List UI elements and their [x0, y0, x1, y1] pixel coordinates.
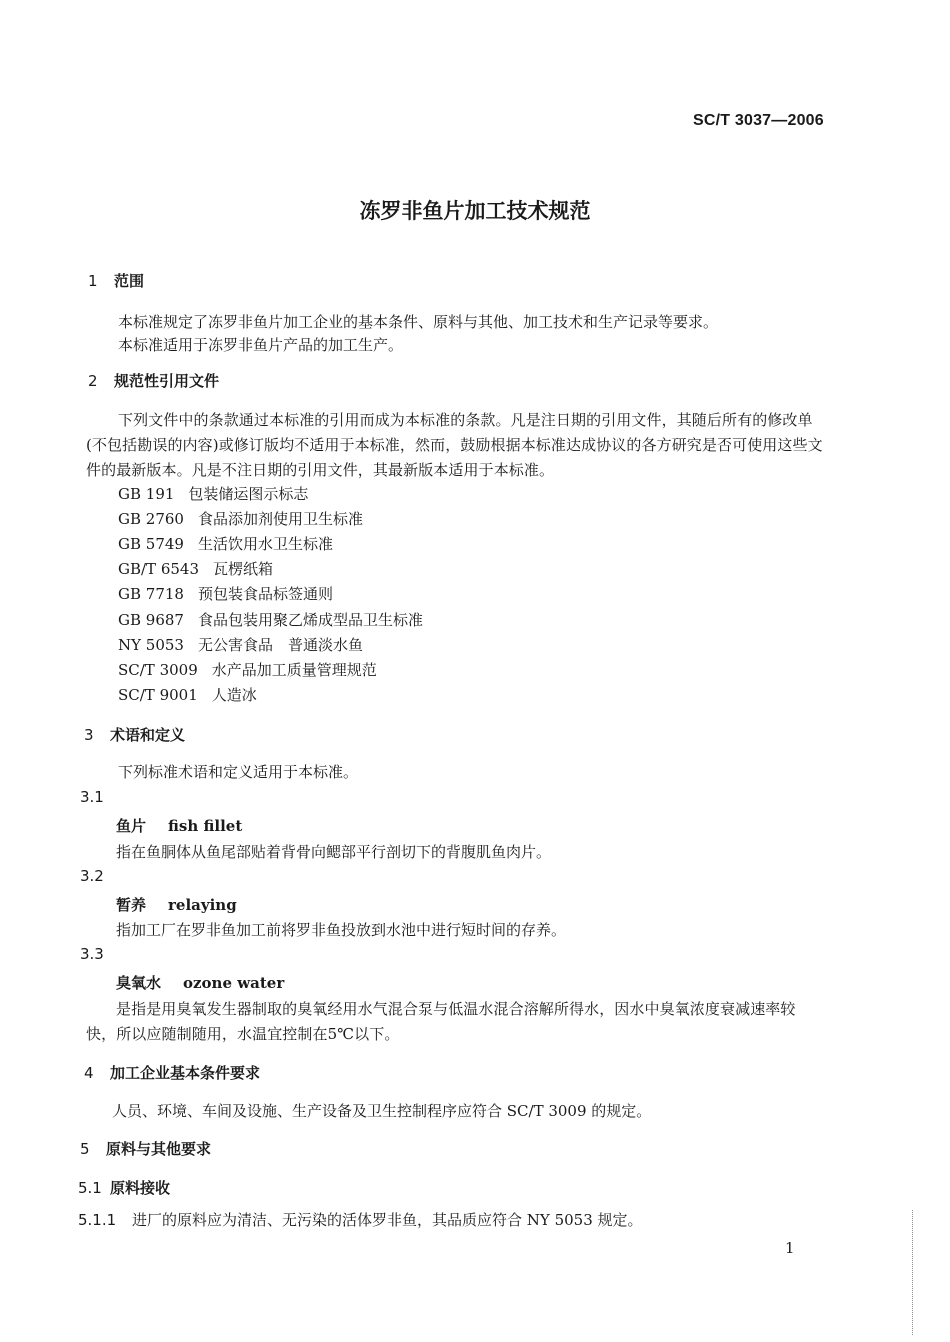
section-2-heading — [88, 370, 219, 391]
standard-code: SC/T 3037—2006 — [693, 112, 824, 129]
reference-name: 人造冰 — [211, 686, 257, 704]
scan-edge-line — [912, 1210, 914, 1335]
reference-name: 食品包装用聚乙烯成型品卫生标准 — [197, 611, 423, 629]
clause-text: 进厂的原料应为清洁、无污染的活体罗非鱼，其品质应符合 NY 5053 规定。 — [132, 1211, 643, 1229]
reference-name: 包装储运图示标志 — [188, 485, 309, 503]
paragraph: 下列文件中的条款通过本标准的引用而成为本标准的条款。凡是注日期的引用文件，其随后所有的修改单(不包括勘误的内容)或修订版均不适用于本标准，然而，鼓励根据本标准达成协议的各方研究是否可使用这些文件的最新版本。凡是不注日期的引用文件，其最新版本适用于本标准。 — [86, 411, 823, 479]
reference-code: GB/T 6543 — [118, 560, 200, 578]
section-number: 1 — [88, 272, 98, 290]
reference-name: 水产品加工质量管理规范 — [211, 661, 377, 679]
term-definition: 是指是用臭氧发生器制取的臭氧经用水气混合泵与低温水混合溶解所得水，因水中臭氧浓度衰减速率较快，所以应随制随用，水温宜控制在5℃以下。 — [86, 1000, 796, 1043]
reference-name: 无公害食品 普通淡水鱼 — [197, 636, 363, 654]
paragraph: 本标准规定了冻罗非鱼片加工企业的基本条件、原料与其他、加工技术和生产记录等要求。 — [118, 313, 719, 331]
subsection-number: 5.1 — [78, 1179, 102, 1197]
reference-item — [118, 558, 273, 579]
reference-code: GB 5749 — [118, 535, 184, 553]
section-4-heading — [84, 1062, 260, 1083]
reference-item — [118, 583, 333, 604]
term-number: 3.1 — [80, 788, 104, 806]
term-en: ozone water — [183, 974, 285, 992]
document-title: 冻罗非鱼片加工技术规范 — [359, 199, 591, 223]
reference-item — [118, 508, 363, 529]
term-number: 3.3 — [80, 945, 104, 963]
reference-item — [118, 684, 257, 705]
reference-name: 生活饮用水卫生标准 — [197, 535, 333, 553]
section-number: 4 — [84, 1064, 94, 1082]
reference-code: SC/T 3009 — [118, 661, 198, 679]
term-definition: 指加工厂在罗非鱼加工前将罗非鱼投放到水池中进行短时间的存养。 — [116, 921, 567, 939]
reference-item — [118, 659, 377, 680]
term-zh: 鱼片 — [116, 817, 147, 835]
reference-item — [118, 483, 308, 504]
section-title: 原料与其他要求 — [106, 1140, 212, 1158]
section-number: 2 — [88, 372, 98, 390]
section-title: 规范性引用文件 — [114, 372, 220, 390]
section-title: 加工企业基本条件要求 — [110, 1064, 261, 1082]
term-heading — [116, 815, 242, 836]
reference-name: 瓦楞纸箱 — [213, 560, 274, 578]
reference-code: GB 7718 — [118, 585, 184, 603]
reference-code: SC/T 9001 — [118, 686, 198, 704]
clause-number: 5.1.1 — [78, 1211, 117, 1229]
clause-item — [78, 1208, 643, 1232]
term-zh: 臭氧水 — [116, 974, 162, 992]
section-1-heading — [88, 270, 144, 291]
reference-code: GB 2760 — [118, 510, 184, 528]
paragraph: 人员、环境、车间及设施、生产设备及卫生控制程序应符合 SC/T 3009 的规定。 — [112, 1102, 652, 1120]
term-number: 3.2 — [80, 867, 104, 885]
section-title: 术语和定义 — [110, 726, 186, 744]
reference-code: GB 191 — [118, 485, 175, 503]
reference-name: 预包装食品标签通则 — [197, 585, 333, 603]
term-heading — [116, 894, 237, 915]
term-zh: 暂养 — [116, 896, 147, 914]
page-number: 1 — [785, 1239, 795, 1257]
section-number: 5 — [80, 1140, 90, 1158]
section-title: 范围 — [114, 272, 145, 290]
section-number: 3 — [84, 726, 94, 744]
term-en: fish fillet — [168, 817, 243, 835]
reference-item — [118, 634, 363, 655]
reference-name: 食品添加剂使用卫生标准 — [197, 510, 363, 528]
term-heading — [116, 972, 284, 993]
paragraph: 本标准适用于冻罗非鱼片产品的加工生产。 — [118, 336, 404, 354]
reference-code: NY 5053 — [118, 636, 184, 654]
subsection-heading — [78, 1177, 170, 1198]
term-definition: 指在鱼胴体从鱼尾部贴着背骨向鳃部平行剖切下的背腹肌鱼肉片。 — [116, 843, 552, 861]
section-3-heading — [84, 724, 185, 745]
reference-item — [118, 609, 423, 630]
paragraph: 下列标准术语和定义适用于本标准。 — [118, 763, 359, 781]
section-5-heading — [80, 1138, 211, 1159]
reference-item — [118, 533, 333, 554]
subsection-title: 原料接收 — [110, 1179, 171, 1197]
term-en: relaying — [168, 896, 237, 914]
reference-code: GB 9687 — [118, 611, 184, 629]
